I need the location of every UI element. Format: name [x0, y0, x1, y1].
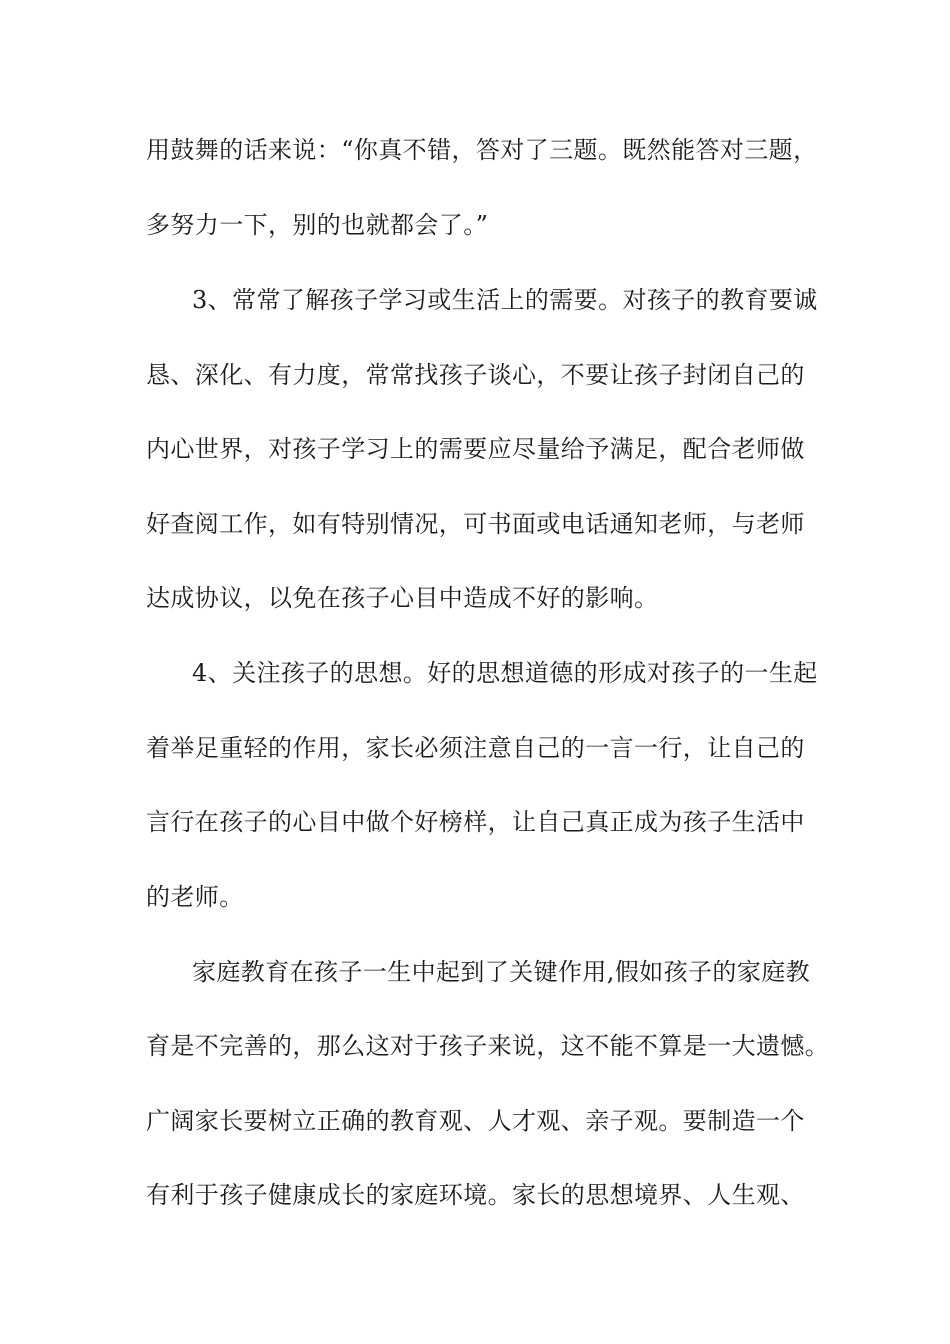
text-line: 达成协议，以免在孩子心目中造成不好的影响。	[146, 584, 659, 612]
text-line: 家庭教育在孩子一生中起到了关键作用,假如孩子的家庭教	[192, 958, 811, 986]
text-line: 育是不完善的，那么这对于孩子来说，这不能不算是一大遗憾。	[146, 1032, 830, 1060]
text-line: 多努力一下，别的也就都会了。”	[146, 211, 489, 239]
text-line: 内心世界，对孩子学习上的需要应尽量给予满足，配合老师做	[146, 435, 805, 463]
text-line: 着举足重轻的作用，家长必须注意自己的一言一行，让自己的	[146, 734, 805, 762]
text-line: 有利于孩子健康成长的家庭环境。家长的思想境界、人生观、	[146, 1181, 805, 1209]
text-line: 言行在孩子的心目中做个好榜样，让自己真正成为孩子生活中	[146, 808, 805, 836]
text-line: 用鼓舞的话来说：“你真不错，答对了三题。既然能答对三题，	[146, 136, 818, 164]
text-line: 恳、深化、有力度，常常找孩子谈心，不要让孩子封闭自己的	[146, 361, 805, 389]
text-line: 4、关注孩子的思想。好的思想道德的形成对孩子的一生起	[192, 659, 818, 687]
text-line: 广阔家长要树立正确的教育观、人才观、亲子观。要制造一个	[146, 1107, 805, 1135]
text-line: 好查阅工作，如有特别情况，可书面或电话通知老师，与老师	[146, 510, 805, 538]
text-line: 3、常常了解孩子学习或生活上的需要。对孩子的教育要诚	[192, 286, 818, 314]
text-line: 的老师。	[146, 883, 244, 911]
